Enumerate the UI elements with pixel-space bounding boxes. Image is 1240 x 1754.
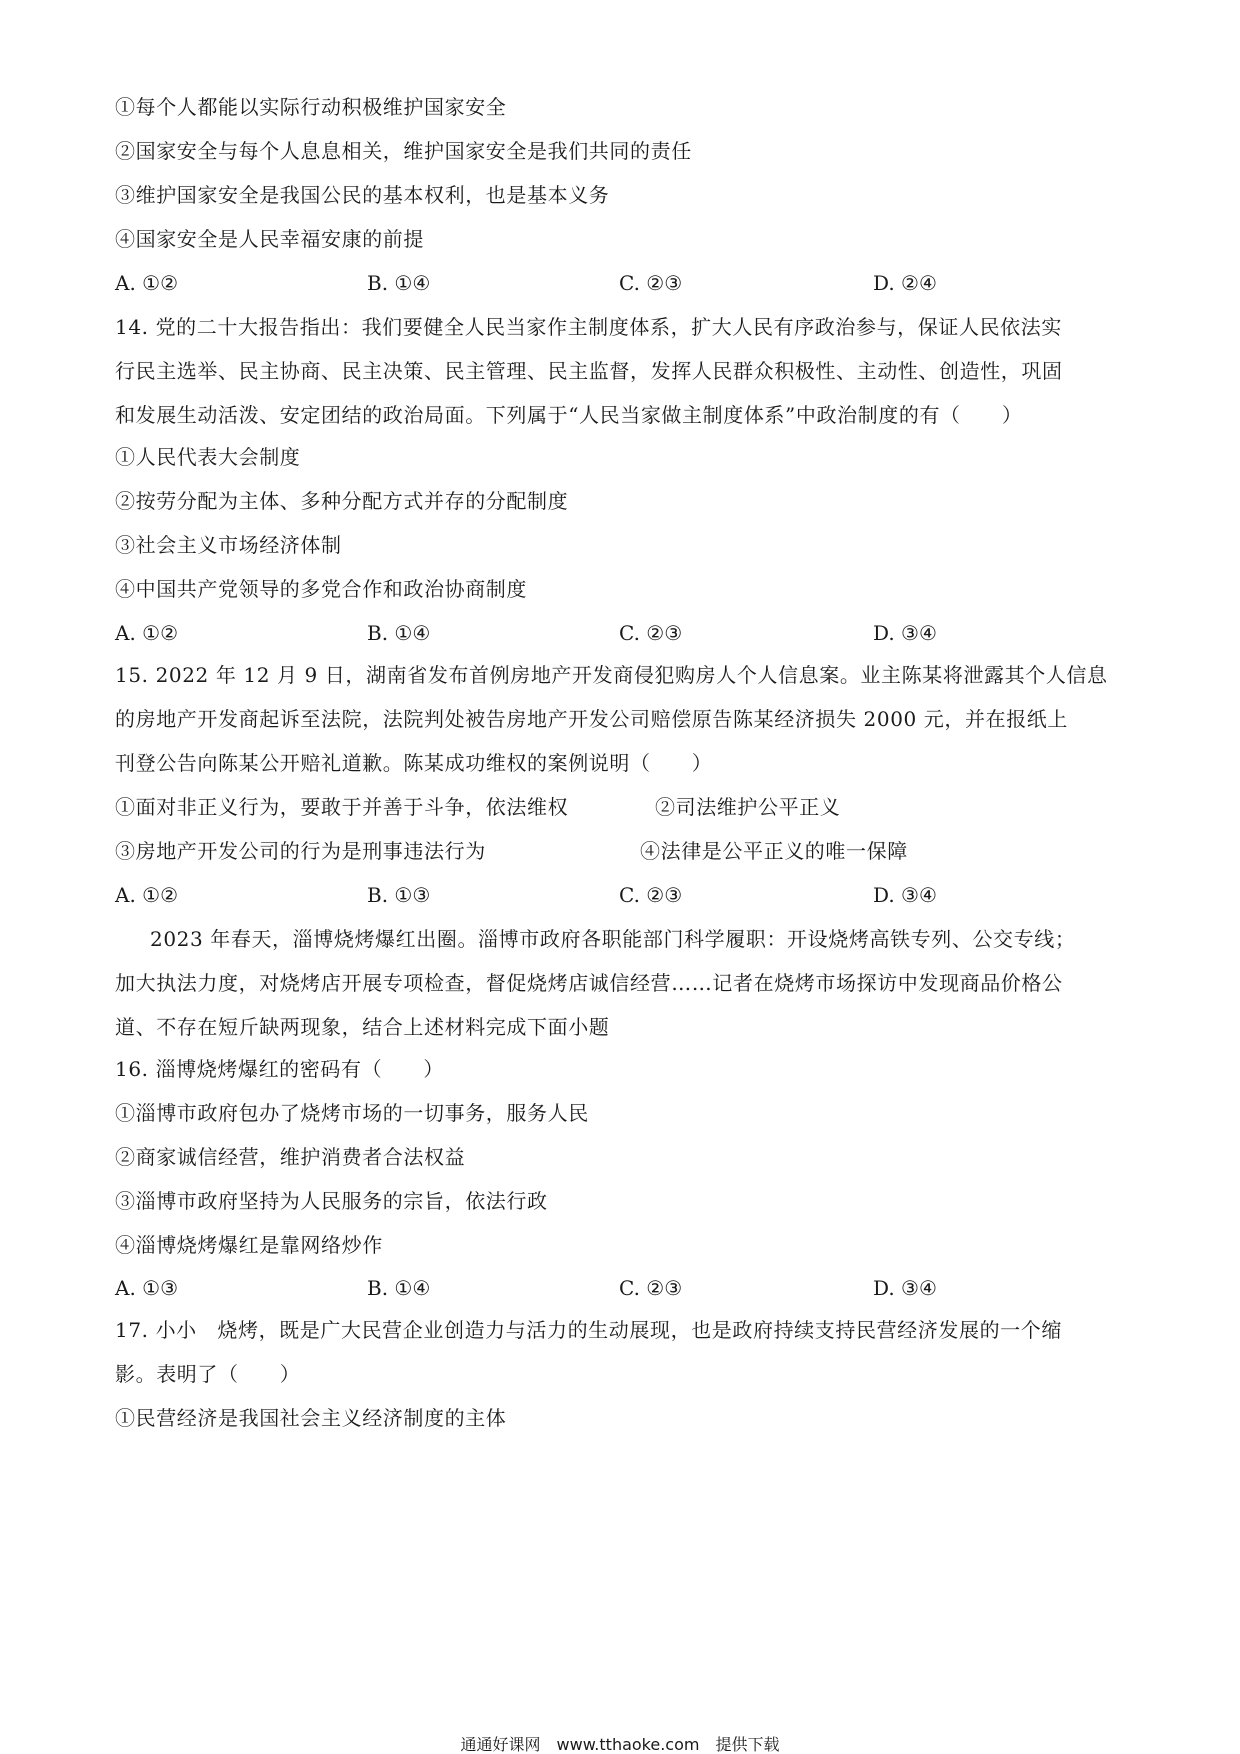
material-line-3: 道、不存在短斤缺两现象，结合上述材料完成下面小题	[115, 1015, 610, 1039]
q13-statement-3: ③维护国家安全是我国公民的基本权利，也是基本义务	[115, 183, 610, 207]
q14-statement-1: ①人民代表大会制度	[115, 445, 301, 469]
q14-stem-line-1: 14. 党的二十大报告指出：我们要健全人民当家作主制度体系，扩大人民有序政治参与，保证人民依法实	[115, 315, 1062, 339]
q13-statement-2: ②国家安全与每个人息息相关，维护国家安全是我们共同的责任	[115, 139, 692, 163]
q13-option-a[interactable]: A. ①②	[115, 271, 179, 295]
q14-option-d[interactable]: D. ③④	[873, 621, 937, 645]
q14-statement-3: ③社会主义市场经济体制	[115, 533, 342, 557]
q14-stem-line-2: 行民主选举、民主协商、民主决策、民主管理、民主监督，发挥人民群众积极性、主动性、创造性，巩固	[115, 359, 1063, 383]
q15-option-b[interactable]: B. ①③	[367, 883, 431, 907]
q13-option-b[interactable]: B. ①④	[367, 271, 431, 295]
q14-statement-2: ②按劳分配为主体、多种分配方式并存的分配制度	[115, 489, 569, 513]
q17-statement-1: ①民营经济是我国社会主义经济制度的主体	[115, 1406, 507, 1430]
q13-option-c[interactable]: C. ②③	[619, 271, 683, 295]
q16-statement-3: ③淄博市政府坚持为人民服务的宗旨，依法行政	[115, 1189, 548, 1213]
q16-option-d[interactable]: D. ③④	[873, 1276, 937, 1300]
q16-statement-4: ④淄博烧烤爆红是靠网络炒作	[115, 1233, 383, 1257]
q15-stem-line-1: 15. 2022 年 12 月 9 日，湖南省发布首例房地产开发商侵犯购房人个人信息案。业主陈某将泄露其个人信息	[115, 663, 1108, 687]
q17-stem-line-2: 影。表明了（ ）	[115, 1362, 301, 1386]
q15-option-d[interactable]: D. ③④	[873, 883, 937, 907]
q16-stem: 16. 淄博烧烤爆红的密码有（ ）	[115, 1057, 444, 1081]
q14-option-b[interactable]: B. ①④	[367, 621, 431, 645]
q15-statement-2: ②司法维护公平正义	[655, 795, 841, 819]
q14-statement-4: ④中国共产党领导的多党合作和政治协商制度	[115, 577, 527, 601]
q15-statement-1: ①面对非正义行为，要敢于并善于斗争，依法维权	[115, 795, 569, 819]
q13-statement-4: ④国家安全是人民幸福安康的前提	[115, 227, 424, 251]
q14-stem-line-3: 和发展生动活泼、安定团结的政治局面。下列属于“人民当家做主制度体系”中政治制度的有（ ）	[115, 403, 1023, 427]
q16-option-a[interactable]: A. ①③	[115, 1276, 179, 1300]
q13-statement-1: ①每个人都能以实际行动积极维护国家安全	[115, 95, 507, 119]
material-line-1: 2023 年春天，淄博烧烤爆红出圈。淄博市政府各职能部门科学履职：开设烧烤高铁专列、公交专线；	[150, 927, 1076, 951]
q14-option-a[interactable]: A. ①②	[115, 621, 179, 645]
q15-stem-line-3: 刊登公告向陈某公开赔礼道歉。陈某成功维权的案例说明（ ）	[115, 751, 713, 775]
q15-option-c[interactable]: C. ②③	[619, 883, 683, 907]
q15-stem-line-2: 的房地产开发商起诉至法院，法院判处被告房地产开发公司赔偿原告陈某经济损失 2000 元，并在报纸上	[115, 707, 1069, 731]
q16-option-b[interactable]: B. ①④	[367, 1276, 431, 1300]
q17-stem-line-1: 17. 小小 烧烤，既是广大民营企业创造力与活力的生动展现，也是政府持续支持民营经济发展的一个缩	[115, 1318, 1062, 1342]
q14-option-c[interactable]: C. ②③	[619, 621, 683, 645]
material-line-2: 加大执法力度，对烧烤店开展专项检查，督促烧烤店诚信经营……记者在烧烤市场探访中发现商品价格公	[115, 971, 1063, 995]
q16-option-c[interactable]: C. ②③	[619, 1276, 683, 1300]
q15-statement-row-2	[115, 839, 1125, 863]
q15-statement-4: ④法律是公平正义的唯一保障	[640, 839, 908, 863]
q15-statement-3: ③房地产开发公司的行为是刑事违法行为	[115, 839, 486, 863]
footer-source-text: 通通好课网 www.tthaoke.com 提供下载	[460, 1735, 780, 1754]
q15-statement-row-1	[115, 795, 1125, 819]
q16-statement-2: ②商家诚信经营，维护消费者合法权益	[115, 1145, 466, 1169]
q16-statement-1: ①淄博市政府包办了烧烤市场的一切事务，服务人民	[115, 1101, 589, 1125]
q13-option-d[interactable]: D. ②④	[873, 271, 937, 295]
q15-option-a[interactable]: A. ①②	[115, 883, 179, 907]
